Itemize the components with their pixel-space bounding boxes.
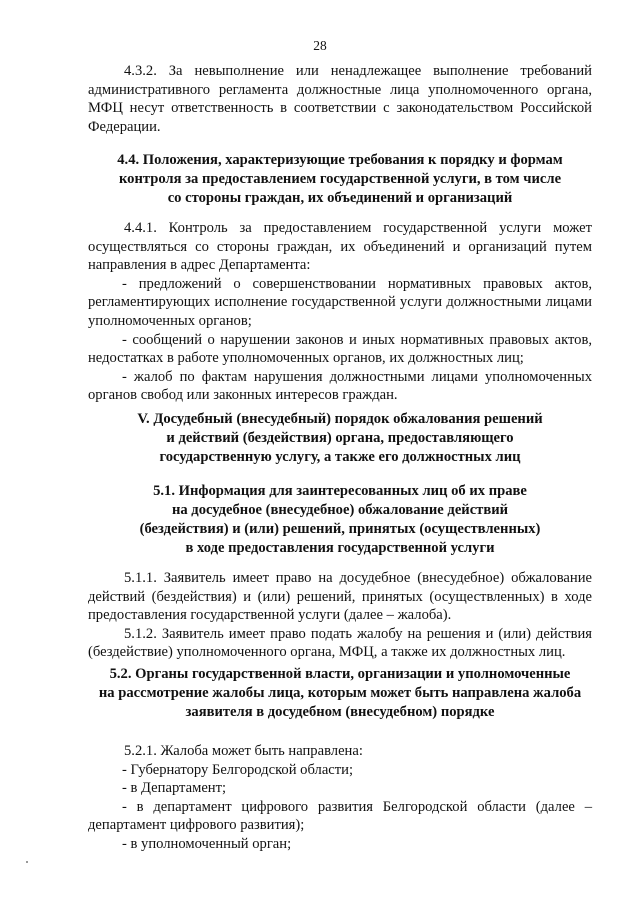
heading-5-1-line-1: 5.1. Информация для заинтересованных лиц об их праве	[153, 483, 527, 499]
paragraph-5-1-2: 5.1.2. Заявитель имеет право подать жалобу на решения и (или) действия (бездействие) уполномоченного органа, МФЦ, а также их должностных лиц.	[88, 625, 592, 661]
heading-V-line-3: государственную услугу, а также его должностных лиц	[159, 449, 521, 465]
heading-5-2-line-1: 5.2. Органы государственной власти, организации и уполномоченные	[109, 666, 571, 682]
scan-speck	[26, 861, 28, 863]
list-item-5-2-1-d: - в уполномоченный орган;	[122, 835, 292, 852]
heading-5-2-line-3: заявителя в досудебном (внесудебном) порядке	[185, 704, 495, 720]
heading-4-4-line-3: со стороны граждан, их объединений и организаций	[167, 190, 513, 206]
list-item-4-4-1-b: - сообщений о нарушении законов и иных нормативных правовых актов, недостатках в работе уполномоченных органов, их должностных лиц;	[88, 331, 592, 367]
heading-5-2-text	[88, 665, 592, 722]
heading-4-4-line-1: 4.4. Положения, характеризующие требования к порядку и формам	[117, 152, 563, 168]
page-number: 28	[313, 38, 327, 53]
section-5-2-1	[88, 742, 592, 854]
section-4-4-1	[88, 219, 592, 405]
list-item-5-2-1-c: - в департамент цифрового развития Белгородской области (далее – департамент цифрового развития);	[88, 798, 592, 834]
heading-5-2	[88, 665, 592, 722]
heading-V-line-2: и действий (бездействия) органа, предоставляющего	[166, 430, 514, 446]
heading-4-4	[88, 151, 592, 208]
paragraph-5-2-1: 5.2.1. Жалоба может быть направлена:	[124, 743, 363, 759]
heading-5-1	[88, 482, 592, 558]
list-item-4-4-1-c: - жалоб по фактам нарушения должностными лицами уполномоченных органов свобод или законных интересов граждан.	[88, 368, 592, 404]
paragraph-4-4-1: 4.4.1. Контроль за предоставлением государственной услуги может осуществляться со стороны граждан, их объединений и организаций путем направления в адрес Департамента:	[88, 220, 592, 274]
list-item-5-2-1-b: - в Департамент;	[122, 780, 227, 797]
list-item-5-2-1-a: - Губернатору Белгородской области;	[122, 761, 354, 778]
list-item-4-4-1-a: - предложений о совершенствовании нормативных правовых актов, регламентирующих исполнение государственной услуги должностными лицами уполномоченных органов;	[88, 275, 592, 329]
heading-V-text	[88, 410, 592, 467]
heading-5-2-line-2: на рассмотрение жалобы лица, которым может быть направлена жалоба	[98, 685, 582, 701]
heading-5-1-line-4: в ходе предоставления государственной услуги	[185, 540, 495, 556]
heading-5-1-line-2: на досудебное (внесудебное) обжалование действий	[171, 502, 509, 518]
heading-5-1-text	[88, 482, 592, 558]
section-5-1	[88, 569, 592, 662]
heading-4-4-text	[88, 151, 592, 208]
heading-V	[88, 410, 592, 467]
heading-4-4-line-2: контроля за предоставлением государственной услуги, в том числе	[118, 171, 562, 187]
section-4-3-2	[88, 62, 592, 136]
paragraph-5-1-1: 5.1.1. Заявитель имеет право на досудебное (внесудебное) обжалование действий (бездействия) и (или) решений, принятых (осуществленных) в ходе предоставления государственной услуги (далее – жалоба).	[88, 570, 592, 624]
heading-V-line-1: V. Досудебный (внесудебный) порядок обжалования решений	[137, 411, 543, 427]
paragraph-4-3-2: 4.3.2. За невыполнение или ненадлежащее выполнение требований административного регламента должностные лица уполномоченного органа, МФЦ несут ответственность в соответствии с законодательством Российской Федерации.	[88, 63, 592, 135]
heading-5-1-line-3: (бездействия) и (или) решений, принятых (осуществленных)	[139, 521, 541, 537]
